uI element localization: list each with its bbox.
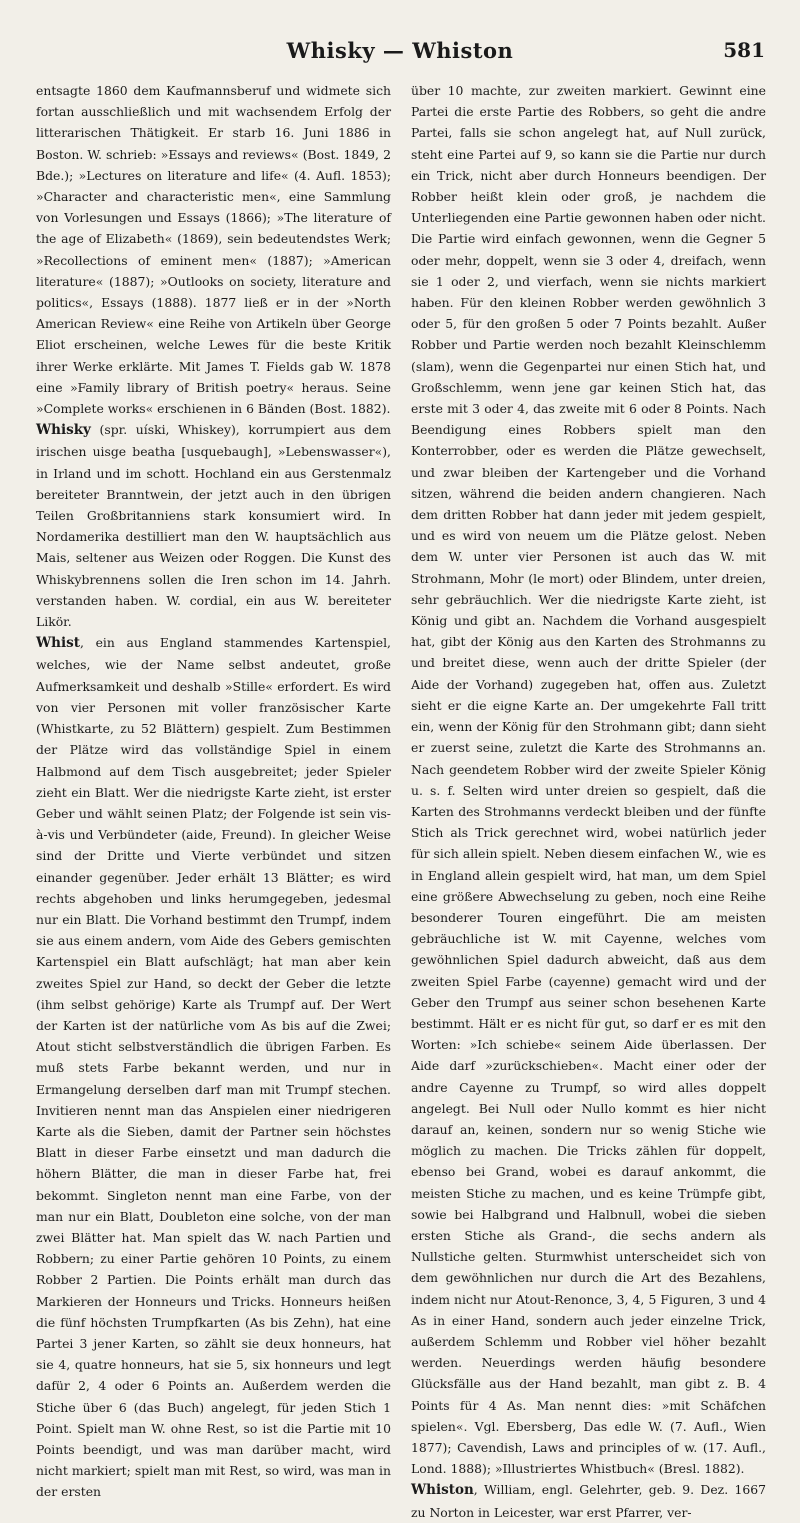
page-header xyxy=(35,38,765,68)
entry-whist xyxy=(36,632,391,1502)
text-columns xyxy=(36,80,766,1520)
entry-term: Whiston xyxy=(411,1482,474,1499)
entry-whisky xyxy=(36,419,391,632)
paragraph xyxy=(411,80,766,1479)
entry-term: Whist xyxy=(36,635,80,652)
page-number: 581 xyxy=(723,38,765,62)
entry-term: Whisky xyxy=(36,422,91,439)
running-title: Whisky — Whiston xyxy=(286,38,514,63)
paragraph xyxy=(36,80,391,419)
entry-text: (spr. uíski, Whiskey), korrumpiert aus dem irischen uisge beatha [usquebaugh], »Lebenswasser«), in Irland und im schott. Hochland ein aus Gerstenmalz bereiteter Branntwein, der jetzt auch in den übrigen Teilen Großbritanniens stark konsumiert wird. In Nordamerika destilliert man den W. hauptsächlich aus Mais, seltener aus Weizen oder Roggen. Die Kunst des Whiskybrennens sollen die Iren schon im 14. Jahrh. verstanden haben. W. cordial, ein aus W. bereiteter Likör. xyxy=(36,422,391,630)
paragraph-text: entsagte 1860 dem Kaufmannsberuf und widmete sich fortan ausschließlich und mit wachsendem Erfolg der litterarischen Thätigkeit. Er starb 16. Juni 1886 in Boston. W. schrieb: »Essays and reviews« (Bost. 1849, 2 Bde.); »Lectures on literature and life« (4. Aufl. 1853); »Character and characteristic men«, eine Sammlung von Vorlesungen und Essays (1866); »The literature of the age of Elizabeth« (1869), sein bedeutendstes Werk; »Recollections of eminent men« (1887); »American literature« (1887); »Outlooks on society, literature and politics«, Essays (1888). 1877 ließ er in der »North American Review« eine Reihe von Artikeln über George Eliot erscheinen, welche Lewes für die beste Kritik ihrer Werke erklärte. Mit James T. Fields gab W. 1878 eine »Family library of British poetry« heraus. Seine »Complete works« erschienen in 6 Bänden (Bost. 1882). xyxy=(36,83,391,417)
right-column xyxy=(411,80,766,1520)
entry-whiston xyxy=(411,1479,766,1522)
entry-text: , William, engl. Gelehrter, geb. 9. Dez. 1667 zu Norton in Leicester, war erst Pfarrer, ver- xyxy=(411,1482,766,1520)
paragraph-text: über 10 machte, zur zweiten markiert. Gewinnt eine Partei die erste Partie des Robbers, so geht die andre Partei, falls sie schon angelegt hat, auf Null zurück, steht eine Partei auf 9, so kann sie die Partie nur durch ein Trick, nicht aber durch Honneurs beendigen. Der Robber heißt klein oder groß, je nachdem die Unterliegenden eine Partie gewonnen haben oder nicht. Die Partie wird einfach gewonnen, wenn die Gegner 5 oder mehr, doppelt, wenn sie 3 oder 4, dreifach, wenn sie 1 oder 2, und vierfach, wenn sie nichts markiert haben. Für den kleinen Robber werden gewöhnlich 3 oder 5, für den großen 5 oder 7 Points bezahlt. Außer Robber und Partie werden noch bezahlt Kleinschlemm (slam), wenn die Gegenpartei nur einen Stich hat, und Großschlemm, wenn jene gar keinen Stich hat, das erste mit 3 oder 4, das zweite mit 6 oder 8 Points. Nach Beendigung eines Robbers spielt man den Konterrobber, oder es werden die Plätze gewechselt, und zwar bleiben der Kartengeber und die Vorhand sitzen, während die beiden andern changieren. Nach dem dritten Robber hat dann jeder mit jedem gespielt, und es wird von neuem um die Plätze gelost. Neben dem W. unter vier Personen ist auch das W. mit Strohmann, Mohr (le mort) oder Blindem, unter dreien, sehr gebräuchlich. Wer die niedrigste Karte zieht, ist König und gibt an. Nachdem die Vorhand ausgespielt hat, gibt der König aus den Karten des Strohmanns zu und breitet diese, wenn auch der dritte Spieler (der Aide der Vorhand) zugegeben hat, offen aus. Zuletzt sieht er die eigne Karte an. Der umgekehrte Fall tritt ein, wenn der König für den Strohmann gibt; dann sieht er zuerst seine, zuletzt die Karte des Strohmanns an. Nach geendetem Robber wird der zweite Spieler König u. s. f. Selten wird unter dreien so gespielt, daß die Karten des Strohmanns verdeckt bleiben und der fünfte Stich als Trick gerechnet wird, wobei natürlich jeder für sich allein spielt. Neben diesem einfachen W., wie es in England allein gespielt wird, hat man, um dem Spiel eine größere Abwechselung zu geben, noch eine Reihe besonderer Touren eingeführt. Die am meisten gebräuchliche ist W. mit Cayenne, welches vom gewöhnlichen Spiel dadurch abweicht, daß aus dem zweiten Spiel Farbe (cayenne) gemacht wird und der Geber den Trumpf aus seiner schon besehenen Karte bestimmt. Hält er es nicht für gut, so darf er es mit den Worten: »Ich schiebe« seinem Aide überlassen. Der Aide darf »zurückschieben«. Macht einer oder der andre Cayenne zu Trumpf, so wird alles doppelt angelegt. Bei Null oder Nullo kommt es hier nicht darauf an, keinen, sondern nur so wenig Stiche wie möglich zu machen. Die Tricks zählen für doppelt, ebenso bei Grand, wobei es darauf ankommt, die meisten Stiche zu machen, und es keine Trümpfe gibt, sowie bei Halbgrand und Halbnull, wobei die sieben ersten Stiche als Grand-, die sechs andern als Nullstiche gelten. Sturmwhist unterscheidet sich von dem gewöhnlichen nur durch die Art des Bezahlens, indem nicht nur Atout-Renonce, 3, 4, 5 Figuren, 3 und 4 As in einer Hand, sondern auch jeder einzelne Trick, außerdem Schlemm und Robber viel höher bezahlt werden. Neuerdings werden häufig besondere Glücksfälle aus der Hand bezahlt, man gibt z. B. 4 Points für 4 As. Man nennt dies: »mit Schäfchen spielen«. Vgl. Ebersberg, Das edle W. (7. Aufl., Wien 1877); Cavendish, Laws and principles of w. (17. Aufl., Lond. 1888); »Illustriertes Whistbuch« (Bresl. 1882). xyxy=(411,83,766,1477)
left-column xyxy=(36,80,391,1500)
entry-text: , ein aus England stammendes Kartenspiel, welches, wie der Name selbst andeutet, große Aufmerksamkeit und deshalb »Stille« erfordert. Es wird von vier Personen mit voller französischer Karte (Whistkarte, zu 52 Blättern) gespielt. Zum Bestimmen der Plätze wird das vollständige Spiel in einem Halbmond auf dem Tisch ausgebreitet; jeder Spieler zieht ein Blatt. Wer die niedrigste Karte zieht, ist erster Geber und wählt seinen Platz; der Folgende ist sein vis-à-vis und Verbündeter (aide, Freund). In gleicher Weise sind der Dritte und Vierte verbündet und sitzen einander gegenüber. Jeder erhält 13 Blätter; es wird rechts abgehoben und links herumgegeben, jedesmal nur ein Blatt. Die Vorhand bestimmt den Trumpf, indem sie aus einem andern, vom Aide des Gebers gemischten Kartenspiel ein Blatt aufschlägt; hat man aber kein zweites Spiel zur Hand, so deckt der Geber die letzte (ihm selbst gehörige) Karte als Trumpf auf. Der Wert der Karten ist der natürliche vom As bis auf die Zwei; Atout sticht selbstverständlich die übrigen Farben. Es muß stets Farbe bekannt werden, und nur in Ermangelung derselben darf man mit Trumpf stechen. Invitieren nennt man das Anspielen einer niedrigeren Karte als die Sieben, damit der Partner sein höchstes Blatt in dieser Farbe einsetzt und man dadurch die höhern Blätter, die man in dieser Farbe hat, frei bekommt. Singleton nennt man eine Farbe, von der man nur ein Blatt, Doubleton eine solche, von der man zwei Blätter hat. Man spielt das W. nach Partien und Robbern; zu einer Partie gehören 10 Points, zu einem Robber 2 Partien. Die Points erhält man durch das Markieren der Honneurs und Tricks. Honneurs heißen die fünf höchsten Trumpfkarten (As bis Zehn), hat eine Partei 3 jener Karten, so zählt sie deux honneurs, hat sie 4, quatre honneurs, hat sie 5, six honneurs und legt dafür 2, 4 oder 6 Points an. Außerdem werden die Stiche über 6 (das Buch) angelegt, für jeden Stich 1 Point. Spielt man W. ohne Rest, so ist die Partie mit 10 Points beendigt, und was man darüber macht, wird nicht markiert; spielt man mit Rest, so wird, was man in der ersten xyxy=(36,635,391,1500)
